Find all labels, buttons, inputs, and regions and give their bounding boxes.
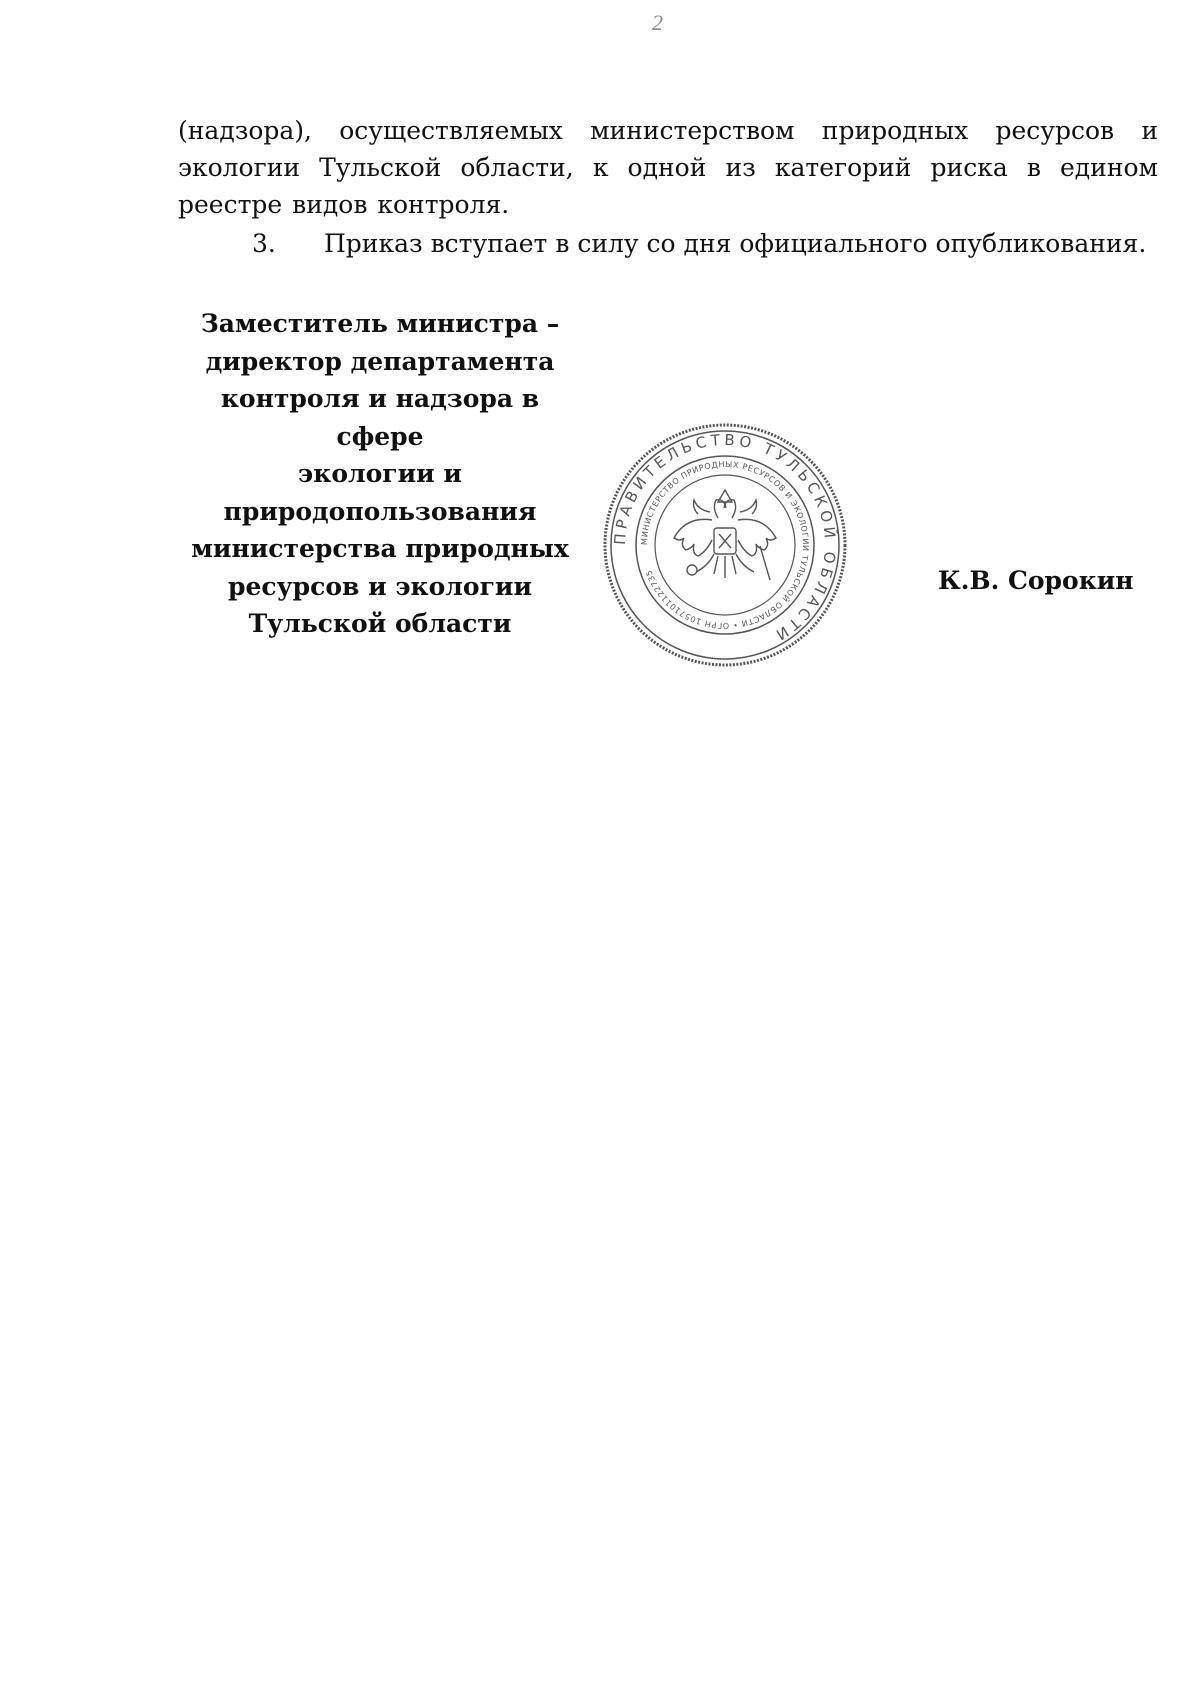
signatory-title-line: министерства природных (191, 534, 569, 563)
signatory-title-line: природопользования (223, 496, 537, 526)
official-seal (600, 420, 850, 670)
signatory-title-line: экологии и (298, 459, 462, 488)
signatory-title-line: директор департамента (205, 346, 555, 376)
numbered-item (178, 225, 1158, 262)
signatory-title (190, 305, 570, 643)
document-body (178, 112, 1158, 262)
signatory-title-line: Тульской области (248, 609, 512, 638)
signatory-title-line: ресурсов и экологии (228, 571, 532, 601)
signatory-title-line: Заместитель министра – (200, 309, 560, 338)
item-text: Приказ вступает в силу со дня официального опубликования. (324, 229, 1147, 258)
signatory-name: К.В. Сорокин (938, 566, 1134, 595)
item-number: 3. (252, 229, 276, 258)
signatory-title-line: контроля и надзора в сфере (220, 384, 540, 451)
continuation-paragraph: (надзора), осуществляемых министерством природных ресурсов и экологии Тульской области, к одной из категорий риска в едином реестре видов контроля. (178, 116, 1158, 219)
seal-inner-text: МИНИСТЕРСТВО ПРИРОДНЫХ РЕСУРСОВ И ЭКОЛОГИИ ТУЛЬСКОЙ ОБЛАСТИ • ОГРН 1057101122735 (639, 459, 811, 631)
seal-outer-text: ПРАВИТЕЛЬСТВО ТУЛЬСКОЙ ОБЛАСТИ (610, 430, 840, 646)
double-headed-eagle-icon (674, 490, 776, 580)
page-number: 2 (652, 10, 663, 35)
